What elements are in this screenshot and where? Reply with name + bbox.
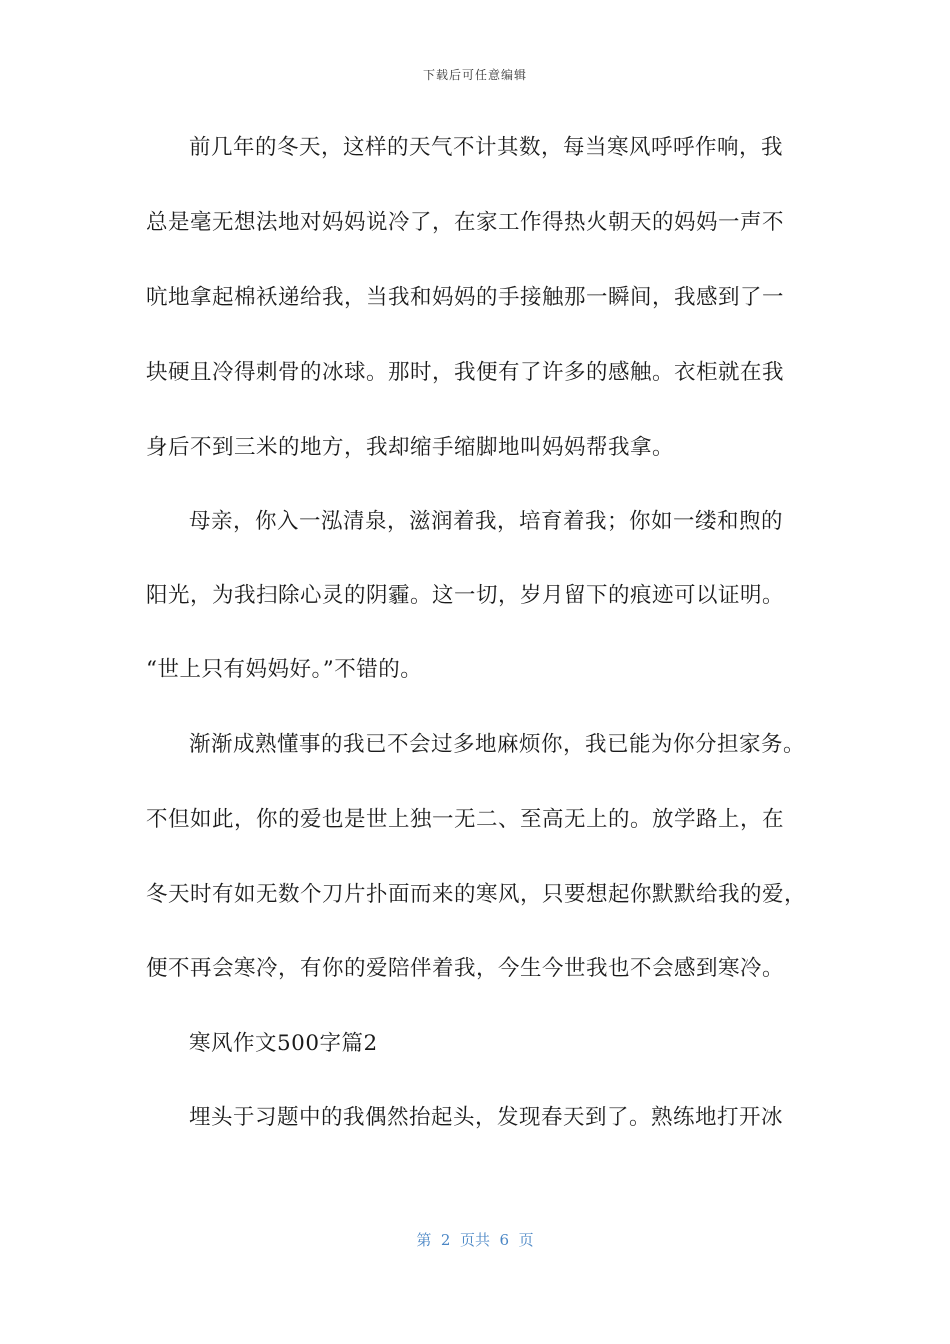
paragraph-line: 渐渐成熟懂事的我已不会过多地麻烦你，我已能为你分担家务。 bbox=[189, 732, 806, 757]
section-heading: 寒风作文500字篇2 bbox=[189, 1031, 378, 1056]
paragraph-line: 前几年的冬天，这样的天气不计其数，每当寒风呼呼作响，我 bbox=[189, 135, 784, 160]
paragraph-line: “世上只有妈妈好。”不错的。 bbox=[146, 657, 423, 682]
page-footer: 第 2 页共 6 页 bbox=[416, 1231, 534, 1249]
paragraph-line: 总是毫无想法地对妈妈说冷了，在家工作得热火朝天的妈妈一声不 bbox=[146, 210, 785, 235]
paragraph-line: 不但如此，你的爱也是世上独一无二、至高无上的。放学路上，在 bbox=[146, 807, 785, 832]
paragraph-line: 阳光，为我扫除心灵的阴霾。这一切，岁月留下的痕迹可以证明。 bbox=[146, 583, 785, 608]
paragraph-line: 冬天时有如无数个刀片扑面而来的寒风，只要想起你默默给我的爱， bbox=[146, 882, 807, 907]
paragraph-line: 身后不到三米的地方，我却缩手缩脚地叫妈妈帮我拿。 bbox=[146, 435, 675, 460]
page-header: 下载后可任意编辑 bbox=[422, 68, 527, 82]
paragraph-line: 母亲，你入一泓清泉，滋润着我，培育着我；你如一缕和煦的 bbox=[189, 509, 784, 534]
paragraph-line: 吭地拿起棉袄递给我，当我和妈妈的手接触那一瞬间，我感到了一 bbox=[146, 285, 785, 310]
paragraph-line: 埋头于习题中的我偶然抬起头，发现春天到了。熟练地打开冰 bbox=[189, 1105, 784, 1130]
paragraph-line: 块硬且冷得刺骨的冰球。那时，我便有了许多的感触。衣柜就在我 bbox=[146, 360, 785, 385]
paragraph-line: 便不再会寒冷，有你的爱陪伴着我，今生今世我也不会感到寒冷。 bbox=[146, 956, 785, 981]
